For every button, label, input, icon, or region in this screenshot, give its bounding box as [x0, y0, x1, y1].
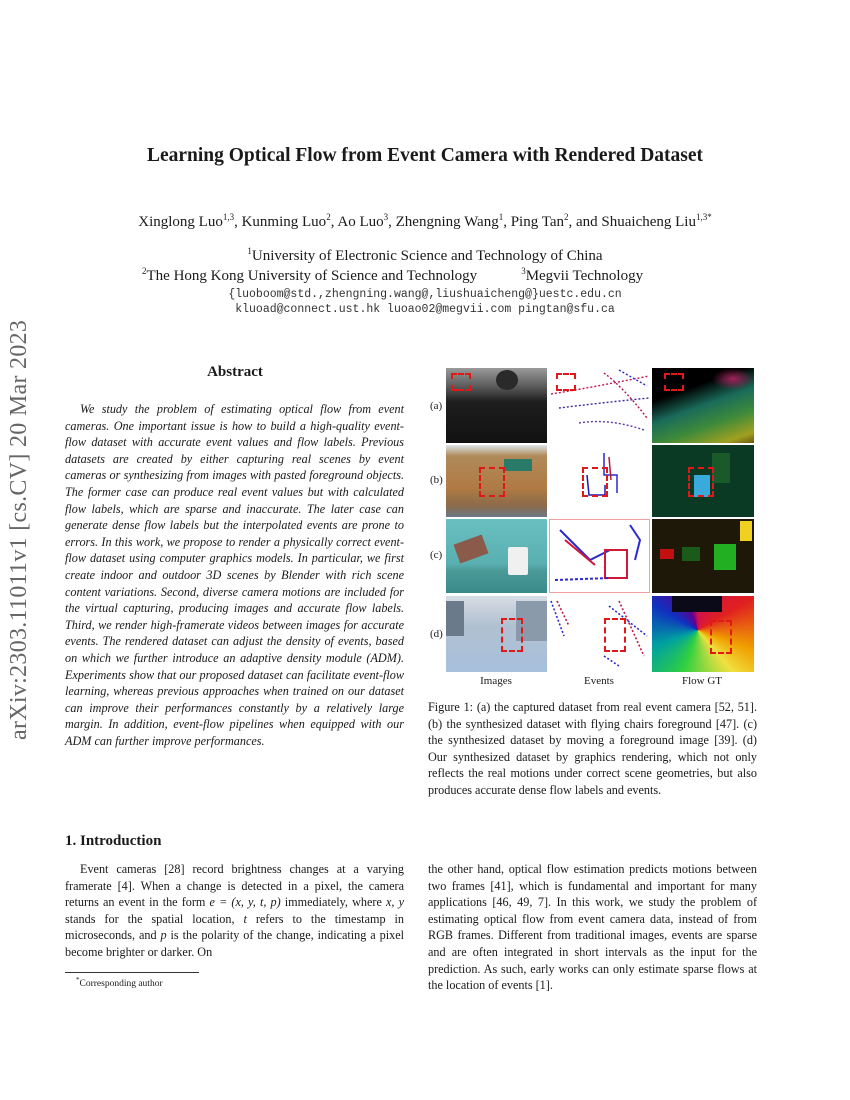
author: Ao Luo$^3$, — [337, 212, 396, 230]
author: Shuaicheng Liu$^{1,3*}$ — [601, 212, 712, 230]
highlight-box — [501, 618, 523, 652]
footnote-rule — [65, 972, 199, 973]
image-d — [446, 596, 547, 672]
column-label-events: Events — [584, 675, 614, 687]
events-b — [549, 445, 650, 517]
figure-1 — [428, 366, 758, 686]
arxiv-stamp: arXiv:2303.11011v1 [cs.CV] 20 Mar 2023 — [6, 319, 32, 740]
affiliation-1: $^1$University of Electronic Science and Technology of China — [247, 246, 603, 264]
flow-d — [652, 596, 754, 672]
figure-1-caption: Figure 1: (a) the captured dataset from real event camera [52, 51]. (b) the synthesized dataset with flying chairs foreground [47]. (c) the synthesized dataset by moving a foreground image [39]. (d) Our synthesized dataset by graphics rendering, which not only reflects the real motions under correct scene geometries, but also produces accurate dense flow labels and events. — [428, 700, 757, 797]
highlight-box — [451, 373, 471, 391]
author: Xinglong Luo$^{1,3}$, — [138, 212, 242, 230]
introduction-paragraph-right: the other hand, optical flow estimation predicts motions between two frames [41], which is fundamental and important for many applications [46, 49, 7]. In this work, we study the problem of estimating optical flow from event camera data, instead of from RGB frames. Different from traditional images, events are sparse and are often integrated in short intervals as the input for the prediction. As such, early works can only estimate sparse flows at the location of events [1]. — [428, 862, 757, 993]
events-d — [549, 596, 650, 672]
image-b — [446, 445, 547, 517]
image-c — [446, 519, 547, 593]
flow-a — [652, 368, 754, 443]
footnote: *Corresponding author — [76, 976, 163, 990]
introduction-heading: 1. Introduction — [65, 833, 162, 849]
highlight-box — [604, 618, 626, 652]
highlight-box — [664, 373, 684, 391]
highlight-box — [479, 467, 505, 497]
abstract-body: We study the problem of estimating optical flow from event cameras. One important issue is how to build a high-quality event-flow dataset with accurate event values and flow labels. Previous datasets are created by either capturing real scenes by event cameras or synthesizing from images with pasted foreground objects. The former case can produce real event values but with calculated flow labels, which are sparse and inaccurate. The later case can generate dense flow labels but the interpolated events are prone to errors. In this work, we propose to render a physically correct event-flow dataset using computer graphics models. In particular, we first create indoor and outdoor 3D scenes by Blender with rich scene content variations. Second, diverse camera motions are included for the virtual capturing, producing images and accurate flow labels. Third, we render high-framerate videos between images for accurate events. The rendered dataset can adjust the density of events, based on which we further introduce an adaptive density module (ADM). Experiments show that our proposed dataset can facilitate event-flow learning, whereas previous approaches when trained on our dataset can improve their performances constantly by a relatively large margin. In addition, event-flow pipelines when equipped with our ADM can further improve performances. — [65, 402, 404, 748]
row-label-a: (a) — [430, 400, 443, 412]
introduction-paragraph-left: Event cameras [28] record brightness changes at a varying framerate [4]. When a change is detected in a pixel, the camera returns an event in the form e = (x, y, t, p) immediately, where x, y stands for the spatial location, t refers to the timestamp in microseconds, and p is the polarity of the change, indicating a pixel become brighter or darker. On — [65, 862, 404, 959]
email-line-1: {luoboom@std.,zhengning.wang@,liushuaicheng@}uestc.edu.cn — [228, 288, 622, 301]
row-label-d: (d) — [430, 628, 443, 640]
affiliation-2-3: $^2$The Hong Kong University of Science and Technology $^3$Megvii Technology — [142, 266, 644, 284]
email-line-2: kluoad@connect.ust.hk luoao02@megvii.com pingtan@sfu.ca — [235, 303, 615, 316]
flow-c — [652, 519, 754, 593]
highlight-box — [582, 467, 608, 497]
column-label-images: Images — [480, 675, 512, 687]
paper-title: Learning Optical Flow from Event Camera with Rendered Dataset — [146, 145, 704, 166]
events-a — [549, 368, 650, 443]
highlight-box — [710, 620, 732, 654]
events-c — [549, 519, 650, 593]
abstract-heading: Abstract — [207, 364, 263, 380]
author: Zhengning Wang$^1$, — [395, 212, 511, 230]
author-list — [0, 212, 850, 231]
column-label-flow-gt: Flow GT — [681, 675, 723, 687]
highlight-box — [556, 373, 576, 391]
highlight-box — [688, 467, 714, 497]
row-label-b: (b) — [430, 474, 443, 486]
author: Kunming Luo$^2$, — [241, 212, 338, 230]
row-label-c: (c) — [430, 549, 443, 561]
author: Ping Tan$^2$, and — [510, 212, 602, 230]
image-a — [446, 368, 547, 443]
flow-b — [652, 445, 754, 517]
